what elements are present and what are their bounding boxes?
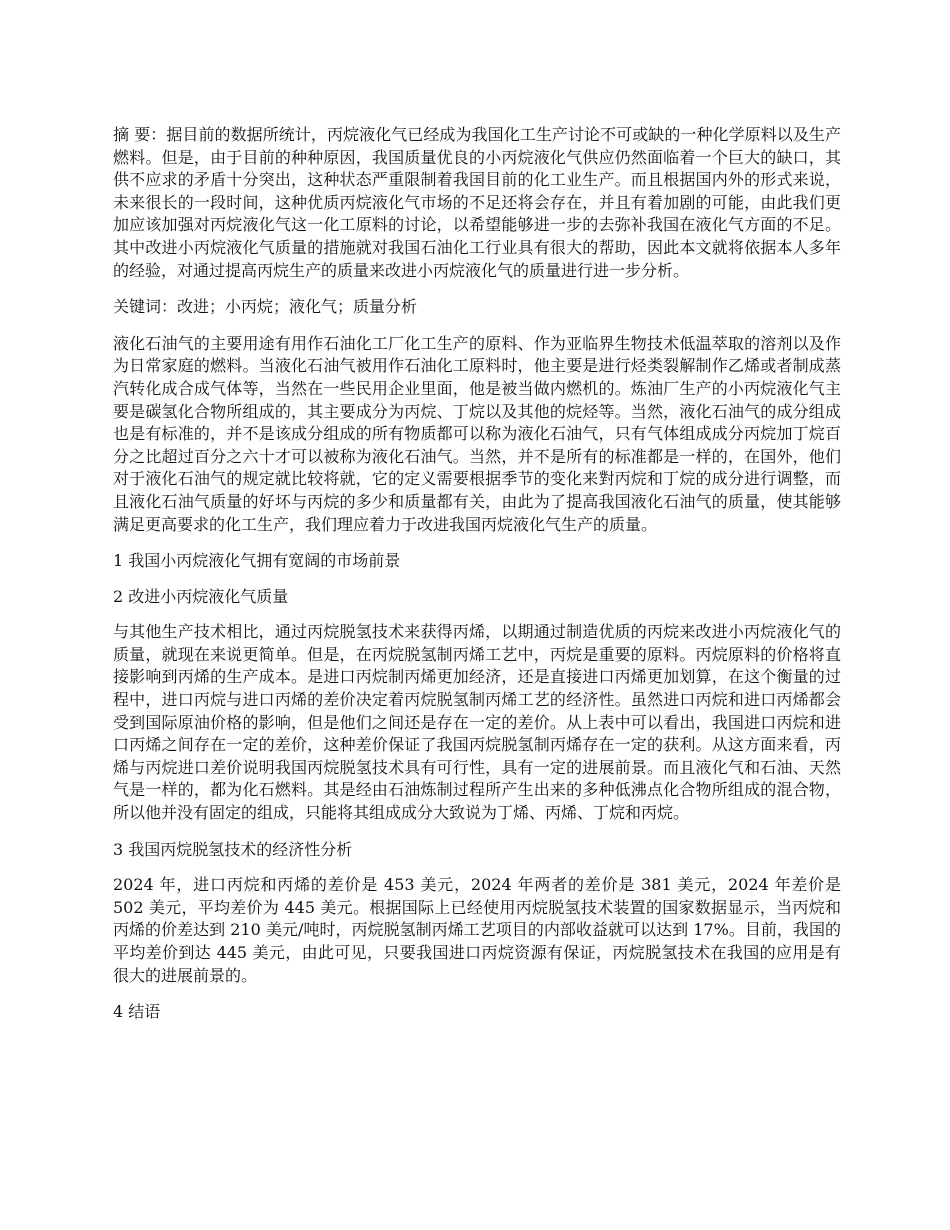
abstract-text: 据目前的数据所统计，丙烷液化气已经成为我国化工生产讨论不可或缺的一种化学原料以及生产燃料。但是，由于目前的种种原因，我国质量优良的小丙烷液化气供应仍然面临着一个巨大的缺口，其供不应求的矛盾十分突出，这种状态严重限制着我国目前的化工业生产。而且根据国内外的形式来说，未来很长的一段时间，这种优质丙烷液化气市场的不足还将会存在，并且有着加剧的可能，由此我们更加应该加强对丙烷液化气这一化工原料的讨论，以希望能够进一步的去弥补我国在液化气方面的不足。其中改进小丙烷液化气质量的措施就对我国石油化工行业具有很大的帮助，因此本文就将依据本人多年的经验，对通过提高丙烷生产的质量来改进小丙烷液化气的质量进行进一步分析。 bbox=[113, 125, 841, 280]
section-body-2: 与其他生产技术相比，通过丙烷脱氢技术来获得丙烯，以期通过制造优质的丙烷来改进小丙烷液化气的质量，就现在来说更简单。但是，在丙烷脱氢制丙烯工艺中，丙烷是重要的原料。丙烷原料的价格将直接影响到丙烯的生产成本。是进口丙烷制丙烯更加经济，还是直接进口丙烯更加划算，在这个衡量的过程中，进口丙烷与进口丙烯的差价决定着丙烷脱氢制丙烯工艺的经济性。虽然进口丙烷和进口丙烯都会受到国际原油价格的影响，但是他们之间还是存在一定的差价。从上表中可以看出，我国进口丙烷和进口丙烯之间存在一定的差价，这种差价保证了我国丙烷脱氢制丙烯存在一定的获利。从这方面来看，丙烯与丙烷进口差价说明我国丙烷脱氢技术具有可行性，具有一定的进展前景。而且液化气和石油、天然气是一样的，都为化石燃料。其是经由石油炼制过程所产生出来的多种低沸点化合物所组成的混合物，所以他并没有固定的组成，只能将其组成成分大致说为丁烯、丙烯、丁烷和丙烷。 bbox=[113, 622, 841, 823]
intro-paragraph: 液化石油气的主要用途有用作石油化工厂化工生产的原料、作为亚临界生物技术低温萃取的溶剂以及作为日常家庭的燃料。当液化石油气被用作石油化工原料时，他主要是进行烃类裂解制作乙烯或者制成蒸汽转化成合成气体等，当然在一些民用企业里面，他是被当做内燃机的。炼油厂生产的小丙烷液化气主要是碳氢化合物所组成的，其主要成分为丙烷、丁烷以及其他的烷烃等。当然，液化石油气的成分组成也是有标准的，并不是该成分组成的所有物质都可以称为液化石油气，只有气体组成成分丙烷加丁烷百分之比超过百分之六十才可以被称为液化石油气。当然，并不是所有的标准都是一样的，在国外，他们对于液化石油气的规定就比较将就，它的定义需要根据季节的变化来對丙烷和丁烷的成分进行调整，而且液化石油气质量的好坏与丙烷的多少和质量都有关，由此为了提高我国液化石油气的质量，使其能够满足更高要求的化工生产，我们理应着力于改进我国丙烷液化气生产的质量。 bbox=[113, 333, 841, 534]
abstract-label: 摘 要： bbox=[113, 125, 167, 144]
section-heading-2: 2 改进小丙烷液化气质量 bbox=[113, 586, 289, 606]
keywords-text: 改进；小丙烷；液化气；质量分析 bbox=[177, 297, 418, 317]
abstract-paragraph bbox=[113, 124, 841, 282]
section-heading-3: 3 我国丙烷脱氢技术的经济性分析 bbox=[113, 839, 353, 859]
section-heading-1: 1 我国小丙烷液化气拥有宽阔的市场前景 bbox=[113, 551, 401, 571]
document-page bbox=[113, 124, 841, 1037]
section-body-3: 2024 年，进口丙烷和丙烯的差价是 453 美元，2024 年两者的差价是 381 美元，2024 年差价是 502 美元，平均差价为 445 美元。根据国际上已经使用丙烷脱氢技术装置的国家数据显示，当丙烷和丙烯的价差达到 210 美元/吨时，丙烷脱氢制丙烯工艺项目的内部收益就可以达到 17%。目前，我国的平均差价到达 445 美元，由此可见，只要我国进口丙烷资源有保证，丙烷脱氢技术在我国的应用是有很大的进展前景的。 bbox=[113, 875, 841, 985]
keywords-label: 关键词： bbox=[113, 297, 178, 317]
section-heading-4: 4 结语 bbox=[113, 1002, 161, 1022]
keywords-paragraph bbox=[113, 296, 841, 319]
